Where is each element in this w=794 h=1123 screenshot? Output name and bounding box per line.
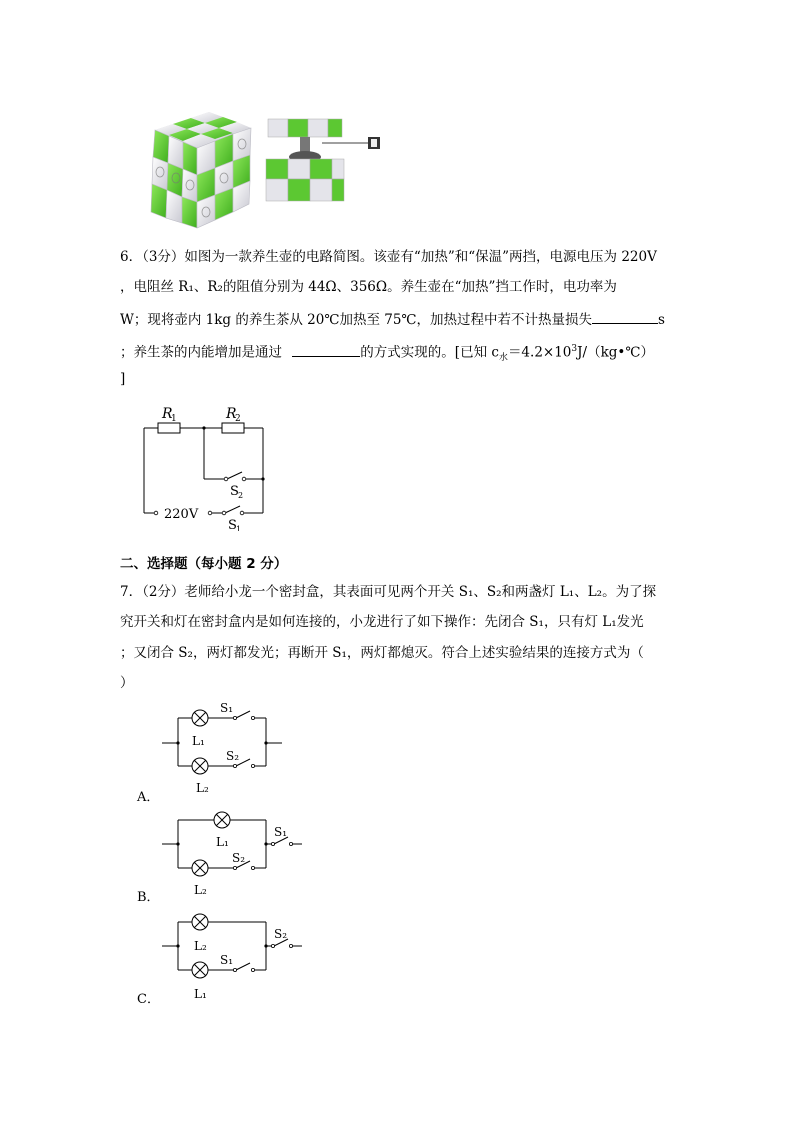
label-s2: S (230, 484, 239, 499)
label-r1-sub: 1 (171, 414, 177, 424)
section-heading-choice: 二、选择题（每小题 2 分） (120, 556, 288, 572)
q7-line-2: 究开关和灯在密封盒内是如何连接的，小龙进行了如下操作：先闭合 S₁，只有灯 L₁发光 (120, 614, 644, 630)
cube-photo-disassembled (262, 115, 386, 211)
option-a-top-switch: S₁ (220, 701, 234, 715)
option-b-top-lamp: L₁ (216, 835, 229, 849)
option-c-label[interactable]: C． (137, 992, 160, 1007)
q6-sup-exp: 3 (571, 344, 578, 354)
option-a-bottom-switch: S₂ (226, 749, 240, 763)
option-c-bottom-switch: S₁ (220, 953, 234, 967)
q6-line-4 (120, 340, 654, 367)
label-r2: R (226, 406, 237, 422)
q6-unit-seconds: s (658, 312, 665, 328)
option-b-label[interactable]: B． (137, 890, 160, 905)
resistor-r1 (158, 423, 180, 433)
label-voltage: 220V (164, 507, 199, 522)
option-b-bottom-switch: S₂ (232, 851, 246, 865)
q6-circuit-diagram (138, 403, 278, 531)
option-b-bottom-lamp: L₂ (194, 883, 207, 897)
q6-line-4-text-b: 的方式实现的。[已知 c (360, 344, 499, 361)
option-a-bottom-lamp: L₂ (196, 781, 209, 795)
q7-line-4: ） (120, 675, 134, 691)
label-r1: R (162, 406, 173, 422)
option-c-bottom-lamp: L₁ (194, 987, 207, 1001)
label-r2-sub: 2 (235, 414, 241, 424)
option-c-circuit[interactable] (160, 908, 320, 1004)
q7-line-1: 7．（2分）老师给小龙一个密封盒，其表面可见两个开关 S₁、S₂和两盏灯 L₁、L₂。为了探 (120, 584, 657, 600)
q6-line-4-text-d: ＝4.2×10 (507, 344, 572, 361)
option-b-circuit[interactable] (160, 806, 320, 902)
q6-line-2: ，电阻丝 R₁、R₂的阻值分别为 44Ω、356Ω。养生壶在“加热”挡工作时，电功率为 (120, 279, 617, 295)
q6-line-1: 6．（3分）如图为一款养生壶的电路简图。该壶有“加热”和“保温”两挡，电源电压为 220V (120, 249, 657, 265)
option-c-top-lamp: L₂ (194, 939, 207, 953)
label-s1-sub: 1 (236, 525, 242, 531)
q7-line-3: ；又闭合 S₂，两灯都发光；再断开 S₁，两灯都熄灭。符合上述实验结果的连接方式为（ (120, 645, 644, 661)
option-a-top-lamp: L₁ (192, 734, 205, 748)
label-s2-sub: 2 (238, 491, 244, 500)
label-s1: S (228, 518, 237, 531)
q6-line-3 (120, 309, 665, 329)
answer-blank-method[interactable] (292, 342, 360, 357)
q6-line-5: ] (120, 371, 126, 387)
cube-photo-assembled (137, 108, 257, 232)
option-b-side-switch: S₁ (274, 825, 288, 839)
q6-line-3-text: W；现将壶内 1kg 的养生茶从 20℃加热至 75℃，加热过程中若不计热量损失 (120, 312, 593, 328)
option-a-label[interactable]: A． (137, 790, 160, 805)
option-c-side-switch: S₂ (274, 927, 288, 941)
option-a-circuit[interactable] (160, 698, 290, 798)
answer-blank-time[interactable] (592, 309, 658, 324)
resistor-r2 (222, 423, 244, 433)
q6-line-4-text-a: ；养生茶的内能增加是通过 (120, 344, 282, 361)
q6-sub-water: 水 (498, 353, 508, 364)
q6-line-4-text-f: J/（kg•℃） (577, 344, 654, 361)
